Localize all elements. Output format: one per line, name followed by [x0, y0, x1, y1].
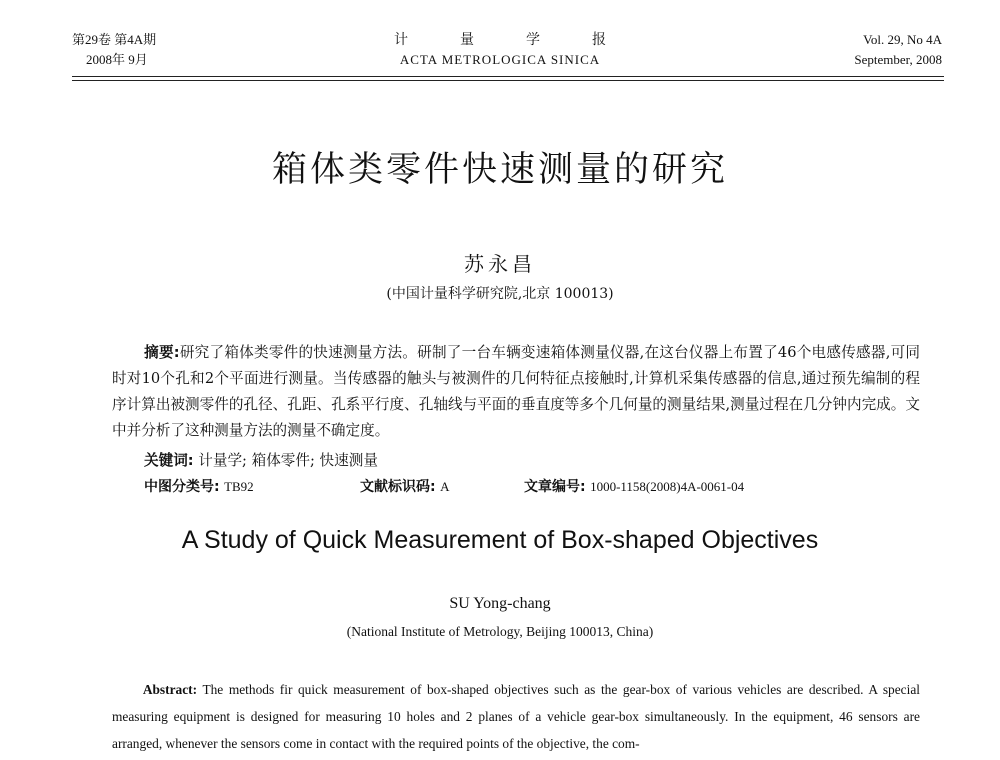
article-label: 文章编号:: [524, 479, 586, 495]
doccode-label: 文献标识码:: [360, 479, 436, 495]
header-journal-en: ACTA METROLOGICA SINICA: [399, 52, 601, 67]
abstract-en-text: The methods fir quick measurement of box-shaped objectives such as the gear-box of various vehicles are described. A special measuring equipment is designed for measuring 10 holes and 2 planes of a vehicle gear-box simultaneously. In the equipment, 46 sensors are arranged, whenever the sensors come in contact with the required points of the objective, the com-: [112, 682, 920, 751]
article-number: [524, 474, 744, 500]
clc-label: 中图分类号:: [144, 479, 220, 495]
header-date-en: September, 2008: [854, 52, 942, 67]
header-journal: [0, 30, 1000, 70]
abstract-cn-label: 摘要:: [144, 344, 180, 361]
header-volume: 第29卷 第4A期: [72, 32, 157, 47]
abstract-cn-text: 研究了箱体类零件的快速测量方法。研制了一台车辆变速箱体测量仪器,在这台仪器上布置了46个电感传感器,可同时对10个孔和2个平面进行测量。当传感器的触头与被测件的几何特征点接触时,计算机采集传感器的信息,通过预先编制的程序计算出被测零件的孔径、孔距、孔系平行度、孔轴线与平面的垂直度等多个几何量的测量结果,测量过程在几分钟内完成。文中并分析了这种测量方法的测量不确定度。: [112, 344, 920, 439]
keywords-cn-text: 计量学; 箱体零件; 快速测量: [198, 452, 378, 469]
abstract-en: [112, 676, 920, 757]
header-journal-cn: 计量学报: [394, 32, 658, 48]
paper-title-cn: 箱体类零件快速测量的研究: [271, 150, 728, 190]
header-date-cn: 2008年 9月: [86, 52, 148, 67]
author-cn: 苏永昌: [464, 252, 536, 276]
keywords-cn: [144, 448, 924, 474]
clc-number: [144, 474, 254, 500]
abstract-en-label: Abstract:: [142, 682, 198, 697]
abstract-cn: [112, 340, 920, 444]
paper-title-en: A Study of Quick Measurement of Box-shaped Objectives: [181, 526, 819, 554]
clc-value: TB92: [224, 479, 254, 494]
affiliation-en: (National Institute of Metrology, Beijing 100013, China): [346, 624, 654, 639]
header-rule-top: [72, 76, 944, 77]
doccode-value: A: [440, 479, 450, 494]
affiliation-cn: (中国计量科学研究院,北京 100013): [386, 286, 614, 302]
author-en: SU Yong-chang: [449, 595, 551, 612]
article-value: 1000-1158(2008)4A-0061-04: [590, 479, 745, 494]
header-rule-bottom: [72, 80, 944, 81]
keywords-cn-label: 关键词:: [144, 452, 194, 469]
document-code: [360, 474, 449, 500]
header-vol-en: [854, 30, 942, 70]
header-volume-en: Vol. 29, No 4A: [863, 32, 942, 47]
